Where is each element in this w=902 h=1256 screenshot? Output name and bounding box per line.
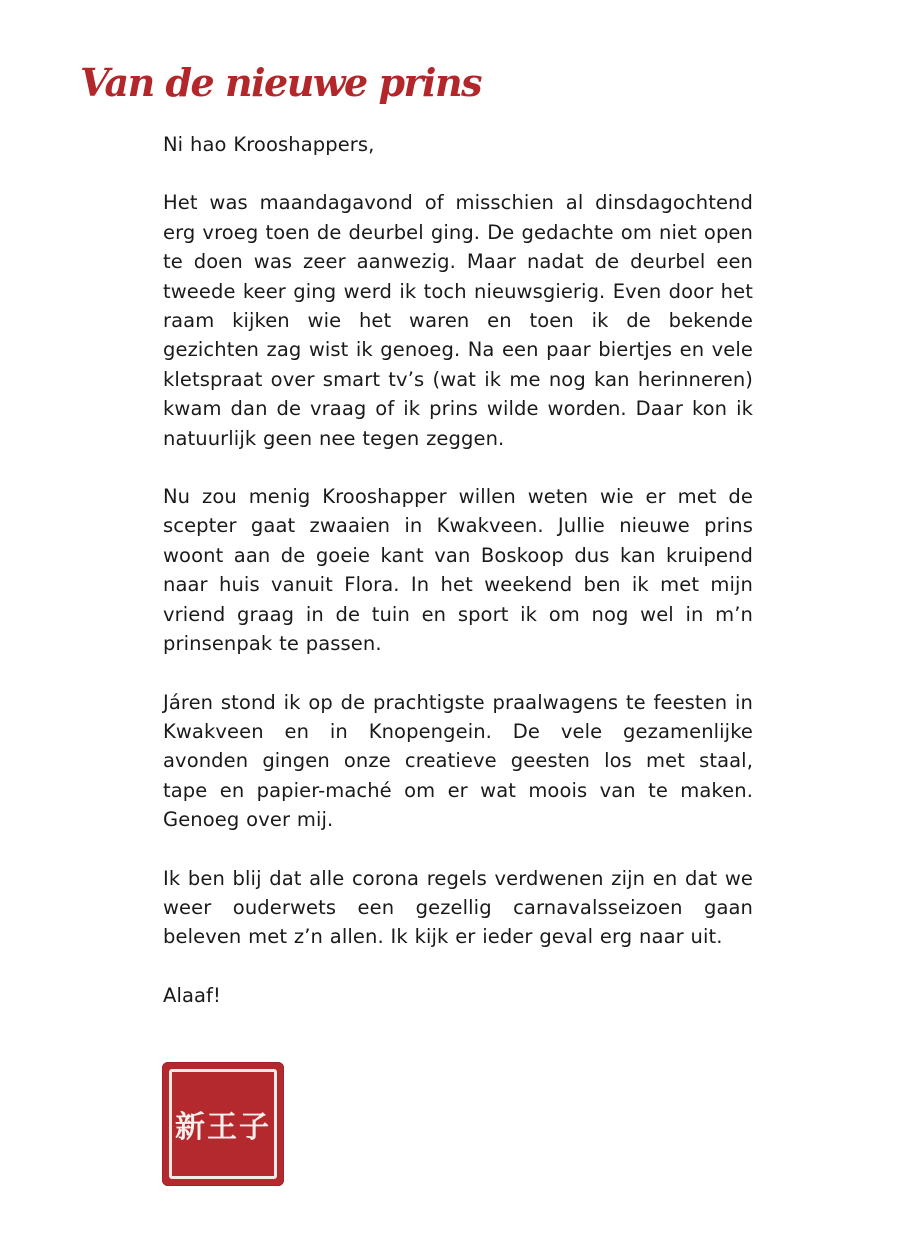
paragraph-3: Járen stond ik op de prachtigste praalwagens te feesten in Kwakveen en in Knopengein. De vele gezamenlijke avonden gingen onze creatieve geesten los met staal, tape en papier-maché om er wat moois van te maken. Genoeg over mij.: [163, 690, 753, 832]
paragraph-2: Nu zou menig Krooshapper willen weten wie er met de scepter gaat zwaaien in Kwakveen. Jullie nieuwe prins woont aan de goeie kant van Boskoop dus kan kruipend naar huis vanuit Flora. In het weekend ben ik met mijn vriend graag in de tuin en sport ik om nog wel in m’n prinsenpak te passen.: [163, 485, 753, 656]
page-title: Van de nieuwe prins: [80, 60, 481, 105]
paragraph-4: Ik ben blij dat alle corona regels verdwenen zijn en dat we weer ouderwets een gezellig carnavalsseizoen gaan beleven met z’n allen. Ik kijk er ieder geval erg naar uit.: [163, 866, 753, 949]
seal-stamp: [162, 1062, 284, 1186]
signoff: Alaaf!: [163, 983, 221, 1007]
stamp-text: 新王子: [175, 1110, 271, 1145]
greeting: Ni hao Krooshappers,: [163, 133, 375, 156]
paragraph-1: Het was maandagavond of misschien al dinsdagochtend erg vroeg toen de deurbel ging. De gedachte om niet open te doen was zeer aanwezig. Maar nadat de deurbel een tweede keer ging werd ik toch nieuwsgierig. Even door het raam kijken wie het waren en toen ik de bekende gezichten zag wist ik genoeg. Na een paar biertjes en vele kletspraat over smart tv’s (wat ik me nog kan herinneren) kwam dan de vraag of ik prins wilde worden. Daar kon ik natuurlijk geen nee tegen zeggen.: [163, 191, 753, 450]
letter-body: [163, 130, 753, 1039]
